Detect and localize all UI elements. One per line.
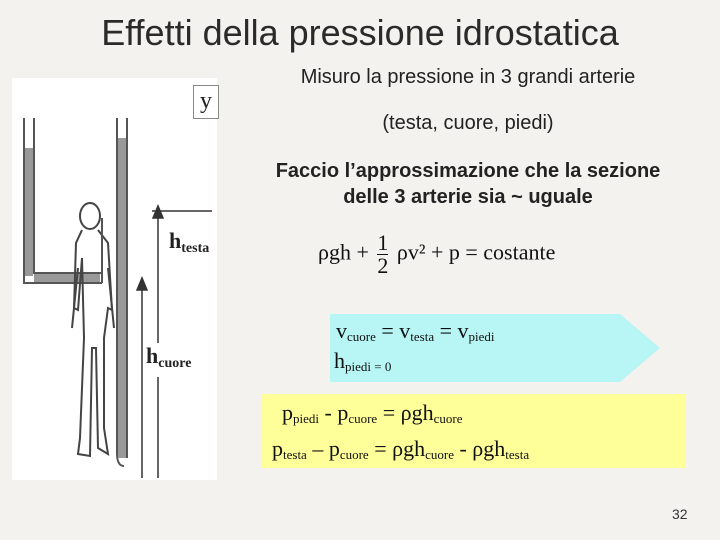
eq-sign-2: =: [439, 318, 453, 343]
h-testa-label: [166, 228, 212, 262]
page-number: 32: [672, 506, 688, 522]
p-testa-sub: testa: [283, 447, 307, 462]
p-piedi: p: [282, 400, 293, 425]
v-testa-sub: testa: [410, 329, 435, 344]
h-cuore-sub-2: cuore: [425, 447, 454, 462]
minus-rho-g-h: - ρgh: [459, 436, 506, 461]
bernoulli-left: ρgh +: [318, 239, 369, 265]
h-testa-sub: testa: [181, 241, 210, 256]
h-testa-base: h: [169, 228, 182, 253]
minus-p-cuore: - p: [324, 400, 349, 425]
slide-title: Effetti della pressione idrostatica: [101, 12, 619, 53]
h-piedi-sub: piedi = 0: [345, 359, 392, 374]
h-cuore-base: h: [146, 343, 159, 368]
h-cuore-sub-eq: cuore: [433, 411, 463, 426]
manometer-drawing: [12, 78, 217, 480]
fraction-numerator: 1: [377, 230, 389, 255]
text-approximation: [228, 158, 708, 210]
v-piedi: v: [457, 318, 469, 343]
eq-sign-1: =: [381, 318, 394, 343]
p-piedi-sub: piedi: [293, 411, 319, 426]
v-cuore: v: [336, 318, 347, 343]
text-line-1: Misuro la pressione in 3 grandi arterie: [300, 66, 636, 88]
p-cuore-sub: cuore: [348, 411, 378, 426]
p-testa: p: [272, 436, 283, 461]
v-cuore-sub: cuore: [347, 329, 376, 344]
bernoulli-right: ρv² + p = costante: [396, 239, 556, 265]
fraction-denominator: 2: [377, 253, 389, 278]
text-line-3b: delle 3 arterie sia ~ uguale: [343, 186, 593, 208]
h-piedi-equation: [334, 348, 391, 375]
h-cuore-sub: cuore: [158, 356, 192, 371]
h-cuore-label: [143, 343, 194, 377]
v-testa: v: [399, 318, 411, 343]
pressure-equation-1: [282, 400, 462, 427]
minus-p-cuore-2: – p: [312, 436, 340, 461]
one-half-fraction: [377, 232, 388, 277]
velocity-equation: [336, 318, 495, 345]
bernoulli-equation: [318, 232, 555, 277]
p-cuore-sub-2: cuore: [339, 447, 369, 462]
h-testa-sub-eq: testa: [505, 447, 530, 462]
text-line-2: (testa, cuore, piedi): [382, 112, 554, 134]
h-piedi-base: h: [334, 348, 345, 373]
equals-rho-g-h-2: = ρgh: [374, 436, 426, 461]
y-axis-label: y: [193, 85, 219, 119]
pressure-equation-2: [272, 436, 529, 463]
v-piedi-sub: piedi: [468, 329, 495, 344]
manometer-figure: [12, 78, 217, 480]
text-line-3a: Faccio l’approssimazione che la sezione: [275, 160, 661, 182]
equals-rho-g-h: = ρgh: [382, 400, 434, 425]
